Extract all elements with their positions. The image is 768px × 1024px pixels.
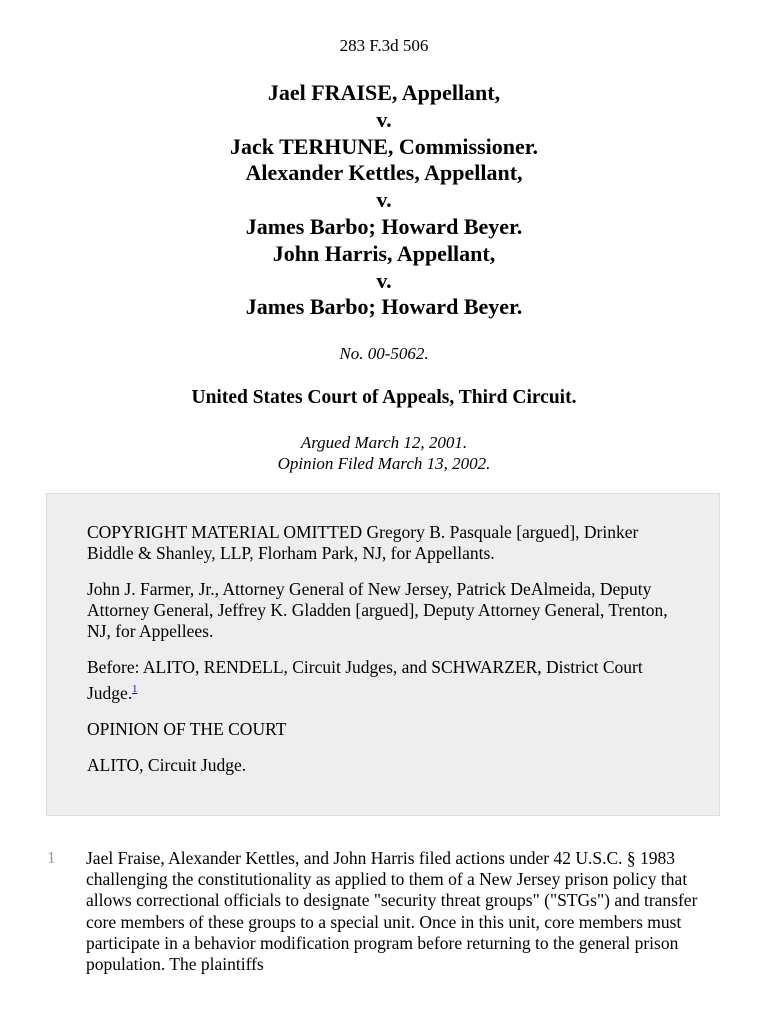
case-caption — [0, 80, 768, 321]
caption-line: v. — [376, 267, 392, 293]
caption-line: James Barbo; Howard Beyer. — [245, 213, 523, 239]
counsel-appellants: COPYRIGHT MATERIAL OMITTED Gregory B. Pasquale [argued], Drinker Biddle & Shanley, LLP, Florham Park, NJ, for Appellants. — [87, 522, 639, 563]
argued-date: Argued March 12, 2001. — [300, 433, 468, 452]
counsel-appellees: John J. Farmer, Jr., Attorney General of New Jersey, Patrick DeAlmeida, Deputy Attorney General, Jeffrey K. Gladden [argued], Deputy Attorney General, Trenton, NJ, for Appellees. — [87, 579, 668, 641]
footnote-marker — [132, 680, 137, 696]
preliminary-section — [46, 493, 720, 816]
footnote-link[interactable]: 1 — [132, 684, 138, 695]
court-name: United States Court of Appeals, Third Circuit. — [191, 387, 577, 408]
case-citation: 283 F.3d 506 — [339, 36, 429, 55]
opinion-heading: OPINION OF THE COURT — [87, 718, 287, 739]
filed-date: Opinion Filed March 13, 2002. — [277, 454, 491, 473]
caption-line: Jack TERHUNE, Commissioner. — [229, 133, 539, 159]
paragraph-number: 1 — [47, 848, 56, 867]
paragraph-text: Jael Fraise, Alexander Kettles, and John Harris filed actions under 42 U.S.C. § 1983 challenging the constitutionality as applied to them of a New Jersey prison policy that allows correctional officials to designate "security threat groups" ("STGs") and transfer core members of these groups to a special unit. Once in this unit, core members must participate in a behavior modification program before returning to the general prison population. The plaintiffs — [86, 848, 698, 975]
caption-line: Jael FRAISE, Appellant, — [267, 80, 501, 105]
caption-line: John Harris, Appellant, — [272, 240, 496, 266]
panel-text: Before: ALITO, RENDELL, Circuit Judges, and SCHWARZER, District Court Judge. — [87, 657, 643, 703]
caption-line: James Barbo; Howard Beyer. — [245, 294, 523, 320]
caption-line: Alexander Kettles, Appellant, — [245, 160, 523, 186]
docket-number: No. 00-5062. — [339, 344, 429, 363]
panel-judges — [87, 657, 679, 704]
opinion-author: ALITO, Circuit Judge. — [87, 754, 247, 775]
case-dates — [0, 432, 768, 474]
caption-line: v. — [376, 187, 392, 213]
caption-line: v. — [376, 106, 392, 132]
